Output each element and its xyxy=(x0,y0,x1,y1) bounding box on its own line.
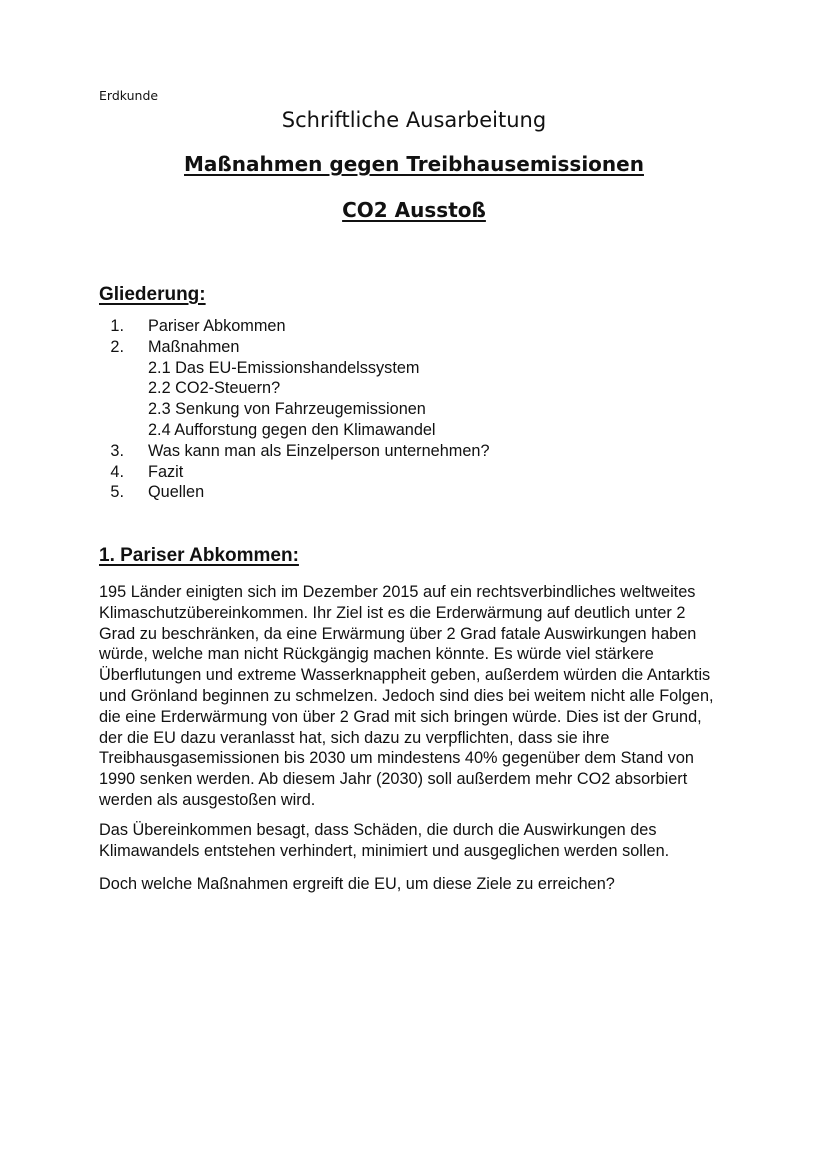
paragraph-line: würde, welche man nicht Rückgängig machen könnte. Es würde viel stärkere xyxy=(99,645,654,664)
paragraph-line: Treibhausgasemissionen bis 2030 um mindestens 40% gegenüber dem Stand von xyxy=(99,749,694,768)
toc-subitem xyxy=(99,420,739,441)
toc-item xyxy=(99,316,739,337)
toc-item xyxy=(99,337,739,358)
toc-item-number: 5. xyxy=(110,483,124,502)
toc-item-text: Was kann man als Einzelperson unternehmen? xyxy=(148,441,490,460)
toc-subitem-text: 2.4 Aufforstung gegen den Klimawandel xyxy=(148,420,436,439)
paragraph-line: Doch welche Maßnahmen ergreift die EU, um diese Ziele zu erreichen? xyxy=(99,875,615,893)
paragraph-line: 1990 senken werden. Ab diesem Jahr (2030) soll außerdem mehr CO2 absorbiert xyxy=(99,770,688,789)
toc-heading: Gliederung: xyxy=(99,284,206,305)
toc-item-text: Maßnahmen xyxy=(148,337,240,356)
paragraph-line: Klimawandels entstehen verhindert, minimiert und ausgeglichen werden sollen. xyxy=(99,841,670,860)
toc-item xyxy=(99,441,739,462)
toc-subitem-text: 2.2 CO2-Steuern? xyxy=(148,379,281,398)
paragraph-line: 195 Länder einigten sich im Dezember 2015 auf ein rechtsverbindliches weltweites xyxy=(99,583,696,601)
toc-subitem xyxy=(99,378,739,399)
toc-item xyxy=(99,462,739,483)
toc-item-number: 2. xyxy=(110,337,124,356)
toc-item-number: 4. xyxy=(110,462,124,481)
toc-item-text: Fazit xyxy=(148,462,184,481)
toc-subitem xyxy=(99,399,739,420)
paragraph-line: und Grönland beginnen zu schmelzen. Jedoch sind dies bei weitem nicht alle Folgen, xyxy=(99,686,714,705)
paragraph-question xyxy=(99,874,739,895)
toc-item-text: Pariser Abkommen xyxy=(148,317,286,335)
toc-item-number: 3. xyxy=(110,441,124,460)
paragraph-pariser-abkommen xyxy=(99,582,739,811)
paragraph-line: Überflutungen und extreme Wasserknappheit geben, außerdem würden die Antarktis xyxy=(99,666,711,685)
document-subtitle: Maßnahmen gegen Treibhausemissionen xyxy=(184,152,644,176)
paragraph-line: Klimaschutzübereinkommen. Ihr Ziel ist es die Erderwärmung auf deutlich unter 2 xyxy=(99,603,686,622)
paragraph-uebereinkommen xyxy=(99,820,739,862)
paragraph-line: Grad zu beschränken, da eine Erwärmung über 2 Grad fatale Auswirkungen haben xyxy=(99,624,697,643)
toc-subitem xyxy=(99,358,739,379)
paragraph-line: Das Übereinkommen besagt, dass Schäden, die durch die Auswirkungen des xyxy=(99,821,657,839)
toc-item xyxy=(99,482,739,503)
paragraph-line: werden als ausgestoßen wird. xyxy=(99,790,316,809)
toc-subitem-text: 2.1 Das EU-Emissionshandelssystem xyxy=(148,358,420,377)
table-of-contents xyxy=(99,316,739,503)
paragraph-line: die eine Erderwärmung von über 2 Grad mit sich bringen würde. Dies ist der Grund, xyxy=(99,707,702,726)
paragraph-line: der die EU dazu veranlasst hat, sich dazu zu verpflichten, dass sie ihre xyxy=(99,728,610,747)
section-heading-pariser-abkommen: 1. Pariser Abkommen: xyxy=(99,545,299,566)
toc-item-text: Quellen xyxy=(148,483,205,502)
toc-subitem-text: 2.3 Senkung von Fahrzeugemissionen xyxy=(148,400,426,419)
toc-item-number: 1. xyxy=(110,317,124,335)
document-title: Schriftliche Ausarbeitung xyxy=(281,108,547,132)
subject-label: Erdkunde xyxy=(99,88,159,103)
document-subtitle-2: CO2 Ausstoß xyxy=(342,198,486,222)
